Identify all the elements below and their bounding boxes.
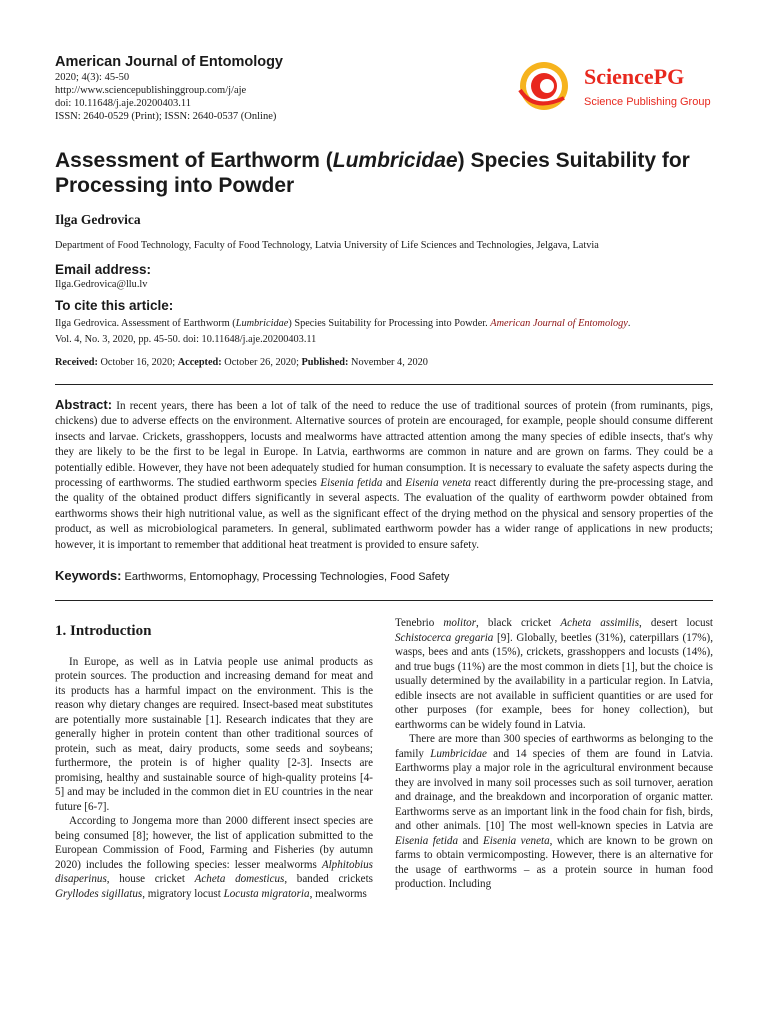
title-part-1: Assessment of Earthworm (	[55, 149, 333, 172]
abstract-label: Abstract:	[55, 397, 113, 412]
logo-tagline: Science Publishing Group	[584, 96, 711, 108]
section-heading: 1. Introduction	[55, 623, 152, 639]
article-title	[55, 148, 695, 198]
cite-heading: To cite this article:	[55, 298, 174, 313]
body-column-right	[395, 616, 713, 892]
paragraph: In Europe, as well as in Latvia people use animal products as protein sources. The production and increasing demand for meat and its products has a harmful impact on the environment. This is the reason why dietary changes are required. Insect-based meat substitutes are potentially more sustainable [1]. Research indicates that they are generally higher in protein content than other traditional sources of protein, such as meat, dairy products, some seeds and soybeans; furthermore, the protein is of higher quality [2-3]. Insects are promising, healthy and sustainable source of high-quality proteins [4-5] and may be included in the common diet in EU countries in the near future [6-7].	[55, 655, 373, 813]
publication-dates: Received: October 16, 2020; Accepted: October 26, 2020; Published: November 4, 2020	[55, 357, 428, 368]
keywords: Keywords: Earthworms, Entomophagy, Processing Technologies, Food Safety	[55, 568, 450, 583]
body-column-left	[55, 612, 373, 901]
cite-line-1: Ilga Gedrovica. Assessment of Earthworm (Lumbricidae) Species Suitability for Processing into Powder. American Journal of Entomology.	[55, 318, 631, 329]
author-name: Ilga Gedrovica	[55, 212, 141, 227]
cite-line-2: Vol. 4, No. 3, 2020, pp. 45-50. doi: 10.11648/j.aje.20200403.11	[55, 334, 317, 345]
journal-doi: doi: 10.11648/j.aje.20200403.11	[55, 98, 192, 109]
abstract: Abstract: In recent years, there has been a lot of talk of the need to reduce the use of traditional sources of protein (from ruminants, pigs, chickens) due to adverse effects on the environment. Alternative sources of protein are encouraged, for example, people should consume different insects and larvae. Crickets, grasshoppers, locusts and mealworms have attracted attention among the many species of edible insects, that's why they are likely to be the first to be legal in Europe. In Latvia, earthworms are common in nature and are grown on farms. They could be a potentially edible. However, they have not been adequately studied for human consumption. It is necessary to evaluate the safety aspects during the processing of earthworms. The studied earthworm species Eisenia fetida and Eisenia veneta react differently during the pre-processing stage, and the quality of the obtained product differs significantly in several aspects. The evaluation of the quality of earthworm powder obtained from earthworms shows their high nutritional value, as well as the significant effect of the drying method on the physical and sensory properties of the product, as well as microbiological parameters. In general, sublimated earthworm powder has a wider range of applications in new products; however, it is important to remember that additional heat treatment is provided to ensure safety.	[55, 397, 713, 551]
journal-url[interactable]: http://www.sciencepublishinggroup.com/j/aje	[55, 85, 247, 96]
title-part-3: ) Species Suitability for Processing into Powder	[55, 149, 690, 197]
paragraph: According to Jongema more than 2000 different insect species are being consumed [8]; however, the list of application submitted to the European Commission of Food, Farming and Fisheries (by autumn 2020) includes the following species: lesser mealworms Alphitobius disaperinus, house cricket Acheta domesticus, banded crickets Gryllodes sigillatus, migratory locust Locusta migratoria, mealworms	[55, 815, 374, 900]
journal-issn: ISSN: 2640-0529 (Print); ISSN: 2640-0537 (Online)	[55, 111, 277, 122]
title-part-2: Lumbricidae	[332, 149, 458, 172]
journal-name: American Journal of Entomology	[55, 54, 283, 70]
divider-bottom	[55, 600, 713, 601]
email-heading: Email address:	[55, 262, 152, 277]
sciencepg-logo	[514, 56, 714, 116]
email-address[interactable]: Ilga.Gedrovica@llu.lv	[55, 279, 148, 290]
journal-issue: 2020; 4(3): 45-50	[55, 72, 130, 83]
divider-top	[55, 384, 713, 385]
logo-name: SciencePG	[584, 64, 685, 89]
logo-swirl-icon	[520, 62, 568, 110]
keywords-label: Keywords:	[55, 568, 122, 583]
author-affiliation: Department of Food Technology, Faculty of Food Technology, Latvia University of Life Sciences and Technologies, Jelgava, Latvia	[55, 240, 599, 251]
paragraph: There are more than 300 species of earthworms as belonging to the family Lumbricidae and 14 species of them are found in Latvia. Earthworms play a major role in the agricultural environment because they are involved in many soil processes such as soil turnover, aeration and drainage, and the breakdown and incorporation of organic matter. Earthworms serve as an important link in the food chain for fish, birds, and other animals. [10] The most well-known species in Latvia are Eisenia fetida and Eisenia veneta, which are known to be grown on farms to obtain vermicomposting. However, there is an alternative for the usage of earthworms – as a protein source in human food production. Including	[395, 733, 713, 890]
paragraph: Tenebrio molitor, black cricket Acheta assimilis, desert locust Schistocerca gregaria [9]. Globally, beetles (31%), caterpillars (17%), wasps, bees and ants (15%), crickets, grasshoppers and locusts (14%), and true bugs (11%) are the most common in diets [1], but the choice is usually determined by the availability in a particular region. In Latvia, edible insects are not available in sufficient quantities or are used for other purposes (for example, bees for honey collection), but earthworms can be widely found in Latvia.	[395, 617, 713, 731]
